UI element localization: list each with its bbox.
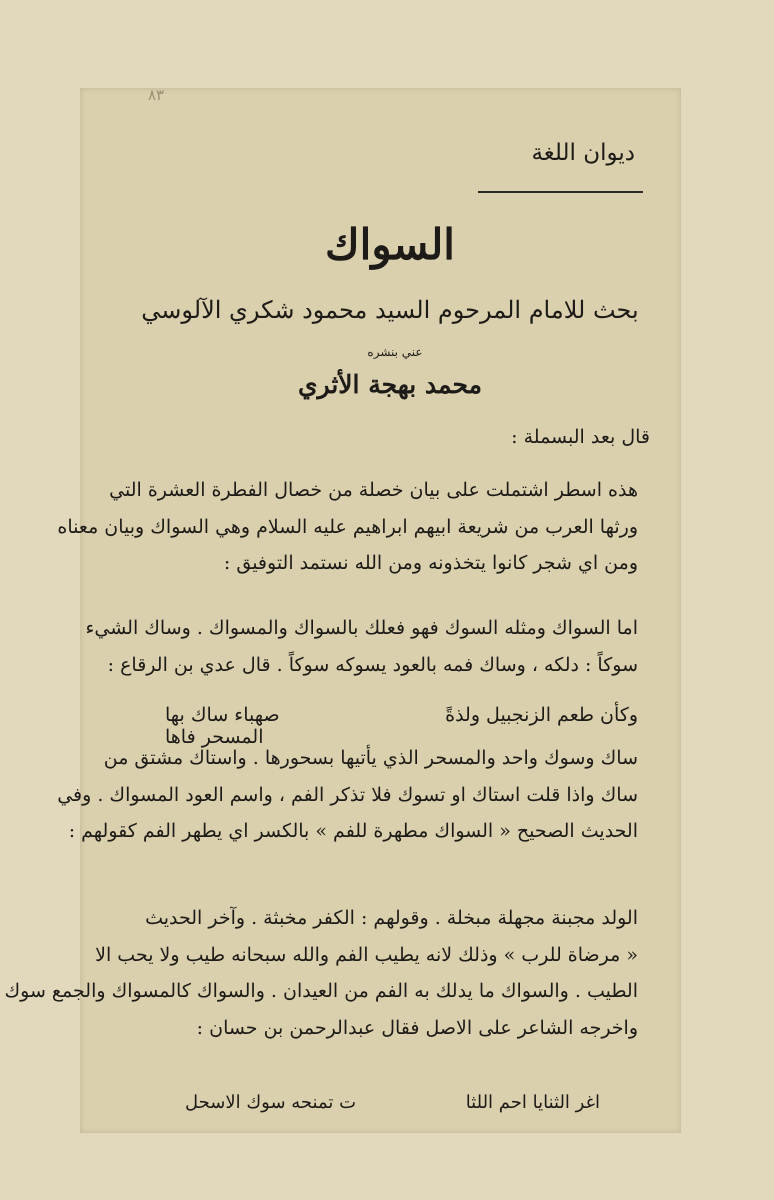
text-line: « مرضاة للرب » وذلك لانه يطيب الفم والله سبحانه طيب ولا يحب الا [95,943,638,966]
paragraph-3 [57,740,638,850]
text-line: الولد مجبنة مجهلة مبخلة . وقولهم : الكفر مخبثة . وآخر الحديث [145,907,638,929]
paragraph-4 [4,900,638,1010]
editor-name: محمد بهجة الأثري [297,370,483,399]
verse-1-first-hemistich: وكأن طعم الزنجبيل ولذةً [445,704,638,726]
text-line: ومن اي شجر كانوا يتخذونه ومن الله نستمد التوفيق : [223,552,638,575]
text-line: الطيب . والسواك ما يدلك به الفم من العيدان . والسواك كالمسواك والجمع سوك [4,980,638,1003]
paragraph-2 [85,610,638,683]
text-line: الحديث الصحيح « السواك مطهرة للفم » بالكسر اي يطهر الفم كقولهم : [68,820,638,843]
section-header: ديوان اللغة [531,140,635,166]
page-number: ٨٣ [148,86,165,104]
paragraph-1 [57,472,638,582]
verse-2-first-hemistich: اغر الثنايا احم اللثا [465,1092,600,1113]
text-line: سوكاً : دلكه ، وساك فمه بالعود يسوكه سوكاً . قال عدي بن الرقاع : [107,653,638,676]
article-subtitle: بحث للامام المرحوم السيد محمود شكري الآلوسي [141,296,639,324]
text-line: ساك وسوك واحد والمسحر الذي يأتيها بسحورها . واستاك مشتق من [103,747,638,769]
paragraph-5 [113,1010,638,1047]
text-line: اما السواك ومثله السوك فهو فعلك بالسواك والمسواك . وساك الشيء [85,617,638,639]
text-line: واخرجه الشاعر على الاصل فقال عبدالرحمن بن حسان : [196,1017,638,1039]
text-line: ورثها العرب من شريعة ابيهم ابراهيم عليه السلام وهي السواك وبيان معناه [57,515,638,538]
article-title: السواك [325,220,455,269]
text-line: ساك واذا قلت استاك او تسوك فلا تذكر الفم ، واسم العود المسواك . وفي [57,783,638,806]
header-rule [478,191,643,193]
verse-1-second-hemistich: صهباء ساك بها المسحر فاها [165,704,280,748]
verse-2-second-hemistich: ت تمنحه سوك الاسحل [185,1092,357,1113]
intro-label: قال بعد البسملة : [511,426,650,448]
text-line: هذه اسطر اشتملت على بيان خصلة من خصال الفطرة العشرة التي [109,479,638,501]
editor-note: عني بنشره [367,345,423,359]
